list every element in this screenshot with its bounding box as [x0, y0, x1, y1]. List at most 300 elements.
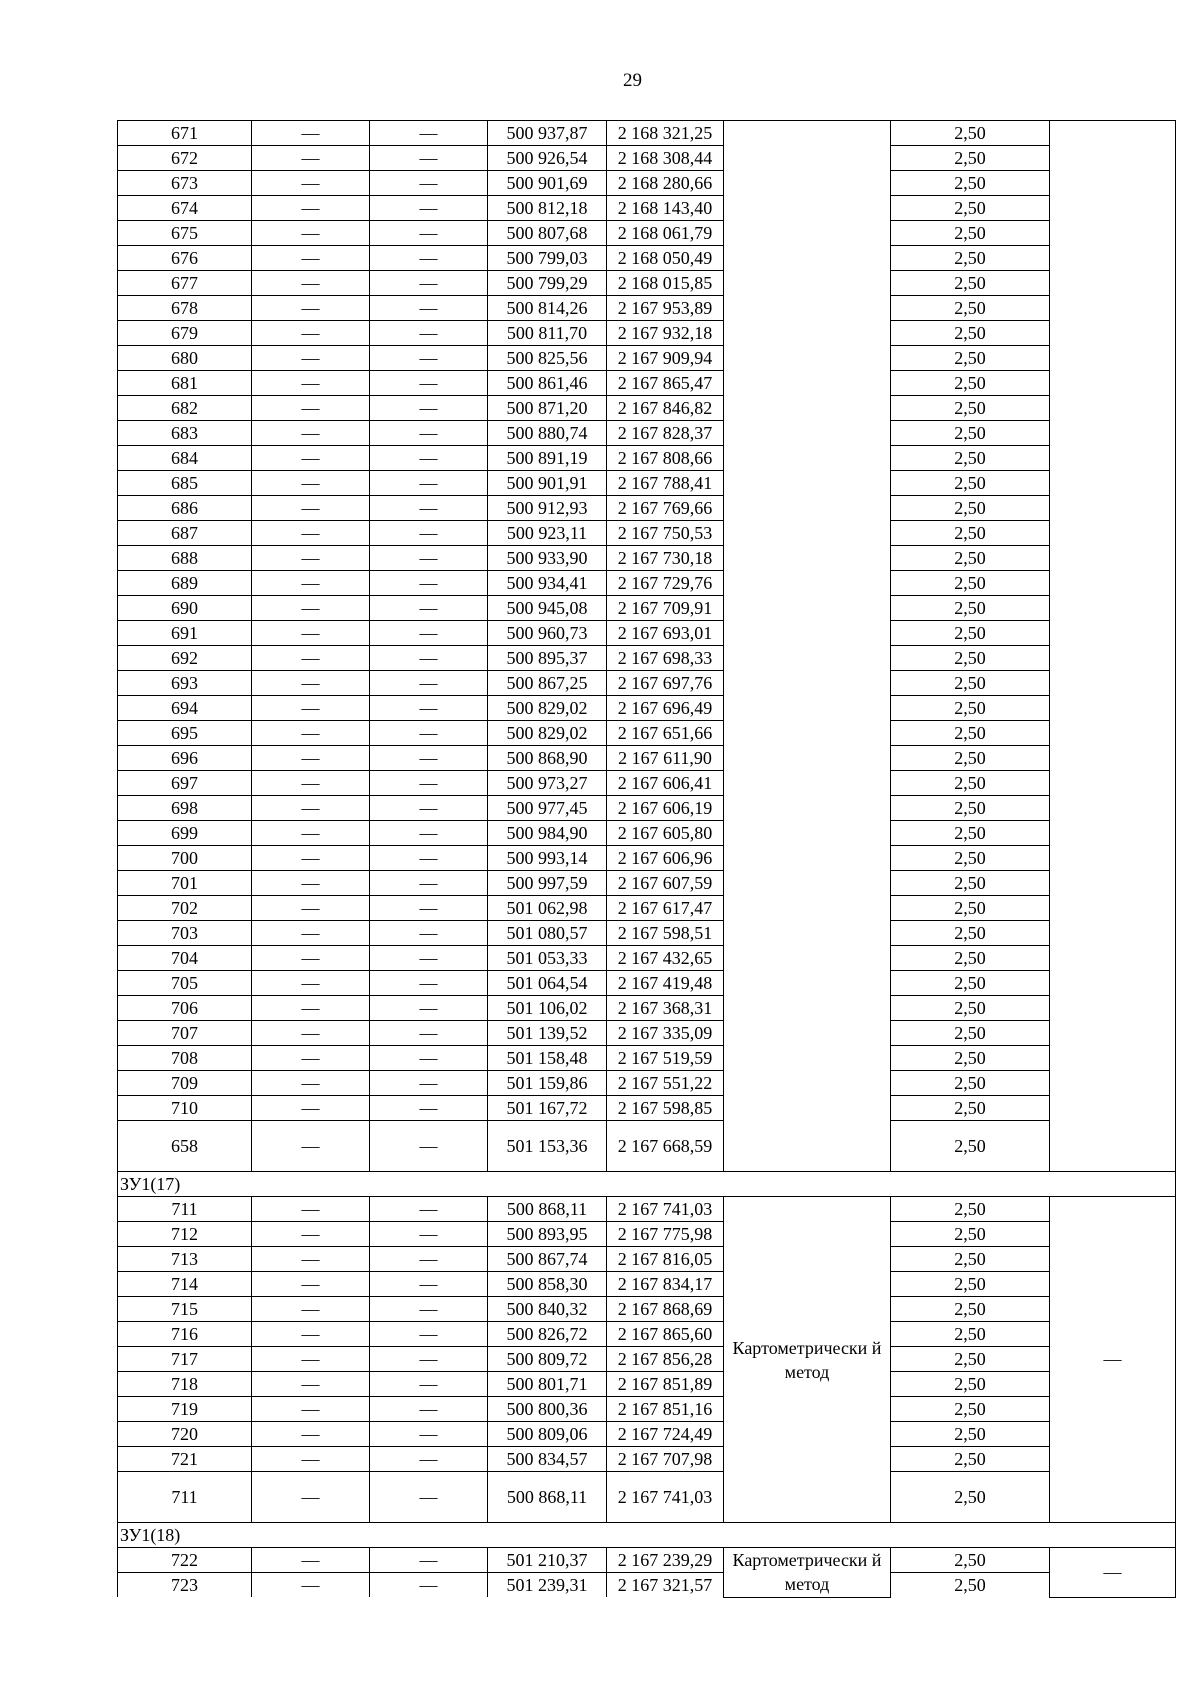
point-number-cell: 658	[118, 1121, 252, 1172]
col3-cell: —	[370, 796, 488, 821]
x-coordinate-cell: 500 829,02	[488, 696, 607, 721]
col3-cell: —	[370, 246, 488, 271]
accuracy-cell: 2,50	[891, 1447, 1050, 1472]
col3-cell: —	[370, 1121, 488, 1172]
point-number-cell: 697	[118, 771, 252, 796]
section-label: ЗУ1(17)	[118, 1172, 1176, 1197]
y-coordinate-cell: 2 167 606,41	[607, 771, 724, 796]
y-coordinate-cell: 2 167 335,09	[607, 1021, 724, 1046]
x-coordinate-cell: 500 923,11	[488, 521, 607, 546]
accuracy-cell: 2,50	[891, 496, 1050, 521]
accuracy-cell: 2,50	[891, 921, 1050, 946]
x-coordinate-cell: 500 834,57	[488, 1447, 607, 1472]
table-row	[118, 1046, 1176, 1071]
point-number-cell: 684	[118, 446, 252, 471]
point-number-cell: 694	[118, 696, 252, 721]
point-number-cell: 722	[118, 1548, 252, 1573]
table-row	[118, 771, 1176, 796]
col3-cell: —	[370, 1197, 488, 1222]
point-number-cell: 700	[118, 846, 252, 871]
accuracy-cell: 2,50	[891, 1573, 1050, 1598]
y-coordinate-cell: 2 167 707,98	[607, 1447, 724, 1472]
col3-cell: —	[370, 996, 488, 1021]
coordinates-table	[117, 120, 1176, 1598]
col2-cell: —	[252, 771, 370, 796]
y-coordinate-cell: 2 167 419,48	[607, 971, 724, 996]
point-number-cell: 715	[118, 1297, 252, 1322]
table-row	[118, 471, 1176, 496]
y-coordinate-cell: 2 167 846,82	[607, 396, 724, 421]
point-number-cell: 671	[118, 121, 252, 146]
accuracy-cell: 2,50	[891, 696, 1050, 721]
col2-cell: —	[252, 1548, 370, 1573]
y-coordinate-cell: 2 167 741,03	[607, 1472, 724, 1523]
accuracy-cell: 2,50	[891, 896, 1050, 921]
accuracy-cell: 2,50	[891, 846, 1050, 871]
col3-cell: —	[370, 1447, 488, 1472]
col2-cell: —	[252, 321, 370, 346]
x-coordinate-cell: 500 891,19	[488, 446, 607, 471]
x-coordinate-cell: 500 868,11	[488, 1472, 607, 1523]
col2-cell: —	[252, 946, 370, 971]
table-row	[118, 171, 1176, 196]
y-coordinate-cell: 2 167 607,59	[607, 871, 724, 896]
accuracy-cell: 2,50	[891, 1347, 1050, 1372]
point-number-cell: 685	[118, 471, 252, 496]
x-coordinate-cell: 500 973,27	[488, 771, 607, 796]
y-coordinate-cell: 2 167 605,80	[607, 821, 724, 846]
col2-cell: —	[252, 1222, 370, 1247]
col3-cell: —	[370, 746, 488, 771]
col2-cell: —	[252, 146, 370, 171]
y-coordinate-cell: 2 167 239,29	[607, 1548, 724, 1573]
x-coordinate-cell: 501 210,37	[488, 1548, 607, 1573]
x-coordinate-cell: 500 868,11	[488, 1197, 607, 1222]
x-coordinate-cell: 500 895,37	[488, 646, 607, 671]
table-row	[118, 846, 1176, 871]
point-number-cell: 676	[118, 246, 252, 271]
col2-cell: —	[252, 1422, 370, 1447]
y-coordinate-cell: 2 167 909,94	[607, 346, 724, 371]
x-coordinate-cell: 500 893,95	[488, 1222, 607, 1247]
y-coordinate-cell: 2 167 709,91	[607, 596, 724, 621]
x-coordinate-cell: 500 807,68	[488, 221, 607, 246]
col2-cell: —	[252, 1197, 370, 1222]
col2-cell: —	[252, 121, 370, 146]
accuracy-cell: 2,50	[891, 1372, 1050, 1397]
x-coordinate-cell: 500 960,73	[488, 621, 607, 646]
accuracy-cell: 2,50	[891, 1071, 1050, 1096]
y-coordinate-cell: 2 167 769,66	[607, 496, 724, 521]
col3-cell: —	[370, 1322, 488, 1347]
x-coordinate-cell: 500 993,14	[488, 846, 607, 871]
y-coordinate-cell: 2 167 432,65	[607, 946, 724, 971]
accuracy-cell: 2,50	[891, 596, 1050, 621]
table-row	[118, 746, 1176, 771]
col3-cell: —	[370, 596, 488, 621]
table-row	[118, 1297, 1176, 1322]
x-coordinate-cell: 500 901,69	[488, 171, 607, 196]
col2-cell: —	[252, 196, 370, 221]
col2-cell: —	[252, 446, 370, 471]
accuracy-cell: 2,50	[891, 1046, 1050, 1071]
y-coordinate-cell: 2 167 551,22	[607, 1071, 724, 1096]
y-coordinate-cell: 2 167 724,49	[607, 1422, 724, 1447]
table-row	[118, 346, 1176, 371]
col2-cell: —	[252, 521, 370, 546]
table-row	[118, 1021, 1176, 1046]
col3-cell: —	[370, 671, 488, 696]
col2-cell: —	[252, 421, 370, 446]
point-number-cell: 692	[118, 646, 252, 671]
accuracy-cell: 2,50	[891, 1247, 1050, 1272]
x-coordinate-cell: 501 064,54	[488, 971, 607, 996]
y-coordinate-cell: 2 167 775,98	[607, 1222, 724, 1247]
col2-cell: —	[252, 1071, 370, 1096]
point-number-cell: 680	[118, 346, 252, 371]
x-coordinate-cell: 500 799,03	[488, 246, 607, 271]
col2-cell: —	[252, 471, 370, 496]
table-row	[118, 296, 1176, 321]
col2-cell: —	[252, 1472, 370, 1523]
accuracy-cell: 2,50	[891, 471, 1050, 496]
table-row	[118, 1472, 1176, 1523]
col2-cell: —	[252, 1121, 370, 1172]
col2-cell: —	[252, 746, 370, 771]
x-coordinate-cell: 500 809,72	[488, 1347, 607, 1372]
table-row	[118, 196, 1176, 221]
y-coordinate-cell: 2 167 519,59	[607, 1046, 724, 1071]
y-coordinate-cell: 2 167 606,96	[607, 846, 724, 871]
col3-cell: —	[370, 121, 488, 146]
col2-cell: —	[252, 1322, 370, 1347]
accuracy-cell: 2,50	[891, 871, 1050, 896]
col2-cell: —	[252, 1046, 370, 1071]
point-number-cell: 695	[118, 721, 252, 746]
x-coordinate-cell: 500 800,36	[488, 1397, 607, 1422]
x-coordinate-cell: 500 814,26	[488, 296, 607, 321]
x-coordinate-cell: 500 933,90	[488, 546, 607, 571]
point-number-cell: 718	[118, 1372, 252, 1397]
col3-cell: —	[370, 1573, 488, 1598]
x-coordinate-cell: 500 799,29	[488, 271, 607, 296]
col3-cell: —	[370, 296, 488, 321]
y-coordinate-cell: 2 167 750,53	[607, 521, 724, 546]
accuracy-cell: 2,50	[891, 1222, 1050, 1247]
col3-cell: —	[370, 1046, 488, 1071]
table-row	[118, 1272, 1176, 1297]
col2-cell: —	[252, 671, 370, 696]
y-coordinate-cell: 2 168 321,25	[607, 121, 724, 146]
section-header-row	[118, 1172, 1176, 1197]
accuracy-cell: 2,50	[891, 196, 1050, 221]
y-coordinate-cell: 2 167 617,47	[607, 896, 724, 921]
page-number: 29	[623, 70, 642, 91]
y-coordinate-cell: 2 167 808,66	[607, 446, 724, 471]
x-coordinate-cell: 500 934,41	[488, 571, 607, 596]
y-coordinate-cell: 2 167 321,57	[607, 1573, 724, 1598]
y-coordinate-cell: 2 167 693,01	[607, 621, 724, 646]
table-row	[118, 1247, 1176, 1272]
col3-cell: —	[370, 696, 488, 721]
point-number-cell: 696	[118, 746, 252, 771]
x-coordinate-cell: 500 829,02	[488, 721, 607, 746]
col3-cell: —	[370, 171, 488, 196]
table-row	[118, 121, 1176, 146]
col3-cell: —	[370, 446, 488, 471]
accuracy-cell: 2,50	[891, 1297, 1050, 1322]
accuracy-cell: 2,50	[891, 171, 1050, 196]
col3-cell: —	[370, 346, 488, 371]
accuracy-cell: 2,50	[891, 346, 1050, 371]
y-coordinate-cell: 2 167 851,16	[607, 1397, 724, 1422]
point-number-cell: 698	[118, 796, 252, 821]
col3-cell: —	[370, 571, 488, 596]
x-coordinate-cell: 501 080,57	[488, 921, 607, 946]
point-number-cell: 693	[118, 671, 252, 696]
table-row	[118, 1322, 1176, 1347]
accuracy-cell: 2,50	[891, 1021, 1050, 1046]
table-row	[118, 796, 1176, 821]
y-coordinate-cell: 2 167 729,76	[607, 571, 724, 596]
point-number-cell: 699	[118, 821, 252, 846]
col2-cell: —	[252, 1347, 370, 1372]
table-row	[118, 646, 1176, 671]
col3-cell: —	[370, 1272, 488, 1297]
x-coordinate-cell: 500 937,87	[488, 121, 607, 146]
col2-cell: —	[252, 1021, 370, 1046]
col2-cell: —	[252, 346, 370, 371]
accuracy-cell: 2,50	[891, 571, 1050, 596]
col3-cell: —	[370, 1021, 488, 1046]
y-coordinate-cell: 2 167 828,37	[607, 421, 724, 446]
point-number-cell: 708	[118, 1046, 252, 1071]
last-column-cell: —	[1050, 1548, 1176, 1598]
table-row	[118, 1548, 1176, 1573]
point-number-cell: 672	[118, 146, 252, 171]
x-coordinate-cell: 500 901,91	[488, 471, 607, 496]
x-coordinate-cell: 500 912,93	[488, 496, 607, 521]
method-cell: Картометрически й метод	[724, 1548, 891, 1598]
col3-cell: —	[370, 496, 488, 521]
x-coordinate-cell: 501 159,86	[488, 1071, 607, 1096]
x-coordinate-cell: 500 825,56	[488, 346, 607, 371]
method-cell	[724, 121, 891, 1172]
col3-cell: —	[370, 1548, 488, 1573]
col2-cell: —	[252, 796, 370, 821]
col3-cell: —	[370, 521, 488, 546]
col2-cell: —	[252, 271, 370, 296]
table-row	[118, 371, 1176, 396]
x-coordinate-cell: 500 984,90	[488, 821, 607, 846]
col3-cell: —	[370, 1372, 488, 1397]
table-row	[118, 1096, 1176, 1121]
x-coordinate-cell: 500 880,74	[488, 421, 607, 446]
col3-cell: —	[370, 1071, 488, 1096]
point-number-cell: 723	[118, 1573, 252, 1598]
col2-cell: —	[252, 1397, 370, 1422]
x-coordinate-cell: 500 811,70	[488, 321, 607, 346]
col3-cell: —	[370, 971, 488, 996]
section-label: ЗУ1(18)	[118, 1523, 1176, 1548]
col3-cell: —	[370, 396, 488, 421]
accuracy-cell: 2,50	[891, 271, 1050, 296]
y-coordinate-cell: 2 168 308,44	[607, 146, 724, 171]
accuracy-cell: 2,50	[891, 321, 1050, 346]
accuracy-cell: 2,50	[891, 1322, 1050, 1347]
y-coordinate-cell: 2 167 598,85	[607, 1096, 724, 1121]
y-coordinate-cell: 2 167 851,89	[607, 1372, 724, 1397]
col2-cell: —	[252, 621, 370, 646]
point-number-cell: 713	[118, 1247, 252, 1272]
col2-cell: —	[252, 921, 370, 946]
y-coordinate-cell: 2 168 061,79	[607, 221, 724, 246]
accuracy-cell: 2,50	[891, 446, 1050, 471]
table-row	[118, 696, 1176, 721]
point-number-cell: 706	[118, 996, 252, 1021]
y-coordinate-cell: 2 167 856,28	[607, 1347, 724, 1372]
accuracy-cell: 2,50	[891, 1422, 1050, 1447]
x-coordinate-cell: 500 997,59	[488, 871, 607, 896]
col3-cell: —	[370, 196, 488, 221]
y-coordinate-cell: 2 167 697,76	[607, 671, 724, 696]
x-coordinate-cell: 500 858,30	[488, 1272, 607, 1297]
col3-cell: —	[370, 471, 488, 496]
accuracy-cell: 2,50	[891, 1096, 1050, 1121]
col3-cell: —	[370, 646, 488, 671]
y-coordinate-cell: 2 167 834,17	[607, 1272, 724, 1297]
col3-cell: —	[370, 546, 488, 571]
col2-cell: —	[252, 871, 370, 896]
point-number-cell: 717	[118, 1347, 252, 1372]
col3-cell: —	[370, 271, 488, 296]
table-row	[118, 1347, 1176, 1372]
accuracy-cell: 2,50	[891, 721, 1050, 746]
col3-cell: —	[370, 871, 488, 896]
x-coordinate-cell: 501 106,02	[488, 996, 607, 1021]
col3-cell: —	[370, 1222, 488, 1247]
col3-cell: —	[370, 321, 488, 346]
y-coordinate-cell: 2 168 143,40	[607, 196, 724, 221]
table-row	[118, 671, 1176, 696]
table-row	[118, 996, 1176, 1021]
y-coordinate-cell: 2 167 698,33	[607, 646, 724, 671]
col2-cell: —	[252, 546, 370, 571]
accuracy-cell: 2,50	[891, 1548, 1050, 1573]
table-row	[118, 446, 1176, 471]
accuracy-cell: 2,50	[891, 146, 1050, 171]
accuracy-cell: 2,50	[891, 221, 1050, 246]
col3-cell: —	[370, 1247, 488, 1272]
point-number-cell: 714	[118, 1272, 252, 1297]
y-coordinate-cell: 2 168 015,85	[607, 271, 724, 296]
col3-cell: —	[370, 221, 488, 246]
table-row	[118, 1447, 1176, 1472]
col2-cell: —	[252, 696, 370, 721]
accuracy-cell: 2,50	[891, 396, 1050, 421]
col2-cell: —	[252, 496, 370, 521]
accuracy-cell: 2,50	[891, 1472, 1050, 1523]
y-coordinate-cell: 2 168 280,66	[607, 171, 724, 196]
point-number-cell: 688	[118, 546, 252, 571]
point-number-cell: 674	[118, 196, 252, 221]
accuracy-cell: 2,50	[891, 246, 1050, 271]
point-number-cell: 681	[118, 371, 252, 396]
accuracy-cell: 2,50	[891, 121, 1050, 146]
col3-cell: —	[370, 821, 488, 846]
col2-cell: —	[252, 1372, 370, 1397]
col2-cell: —	[252, 596, 370, 621]
col3-cell: —	[370, 896, 488, 921]
point-number-cell: 704	[118, 946, 252, 971]
table-row	[118, 1197, 1176, 1222]
point-number-cell: 689	[118, 571, 252, 596]
x-coordinate-cell: 500 801,71	[488, 1372, 607, 1397]
point-number-cell: 686	[118, 496, 252, 521]
col2-cell: —	[252, 1247, 370, 1272]
y-coordinate-cell: 2 167 668,59	[607, 1121, 724, 1172]
table-row	[118, 946, 1176, 971]
y-coordinate-cell: 2 167 932,18	[607, 321, 724, 346]
table-row	[118, 221, 1176, 246]
accuracy-cell: 2,50	[891, 521, 1050, 546]
x-coordinate-cell: 500 868,90	[488, 746, 607, 771]
table-row	[118, 871, 1176, 896]
point-number-cell: 679	[118, 321, 252, 346]
point-number-cell: 678	[118, 296, 252, 321]
col3-cell: —	[370, 146, 488, 171]
col3-cell: —	[370, 1422, 488, 1447]
col3-cell: —	[370, 846, 488, 871]
y-coordinate-cell: 2 167 696,49	[607, 696, 724, 721]
accuracy-cell: 2,50	[891, 371, 1050, 396]
y-coordinate-cell: 2 167 741,03	[607, 1197, 724, 1222]
x-coordinate-cell: 501 158,48	[488, 1046, 607, 1071]
accuracy-cell: 2,50	[891, 946, 1050, 971]
col3-cell: —	[370, 921, 488, 946]
x-coordinate-cell: 500 977,45	[488, 796, 607, 821]
col3-cell: —	[370, 1397, 488, 1422]
table-row	[118, 271, 1176, 296]
table-row	[118, 246, 1176, 271]
col2-cell: —	[252, 1297, 370, 1322]
col2-cell: —	[252, 296, 370, 321]
point-number-cell: 707	[118, 1021, 252, 1046]
x-coordinate-cell: 500 840,32	[488, 1297, 607, 1322]
y-coordinate-cell: 2 167 611,90	[607, 746, 724, 771]
point-number-cell: 720	[118, 1422, 252, 1447]
y-coordinate-cell: 2 167 368,31	[607, 996, 724, 1021]
x-coordinate-cell: 500 809,06	[488, 1422, 607, 1447]
x-coordinate-cell: 501 153,36	[488, 1121, 607, 1172]
table-row	[118, 571, 1176, 596]
x-coordinate-cell: 501 239,31	[488, 1573, 607, 1598]
col2-cell: —	[252, 721, 370, 746]
point-number-cell: 677	[118, 271, 252, 296]
col2-cell: —	[252, 1573, 370, 1598]
x-coordinate-cell: 500 945,08	[488, 596, 607, 621]
point-number-cell: 682	[118, 396, 252, 421]
col3-cell: —	[370, 1297, 488, 1322]
point-number-cell: 702	[118, 896, 252, 921]
point-number-cell: 690	[118, 596, 252, 621]
y-coordinate-cell: 2 167 788,41	[607, 471, 724, 496]
table-row	[118, 1573, 1176, 1598]
col2-cell: —	[252, 896, 370, 921]
x-coordinate-cell: 500 867,25	[488, 671, 607, 696]
table-row	[118, 396, 1176, 421]
point-number-cell: 675	[118, 221, 252, 246]
